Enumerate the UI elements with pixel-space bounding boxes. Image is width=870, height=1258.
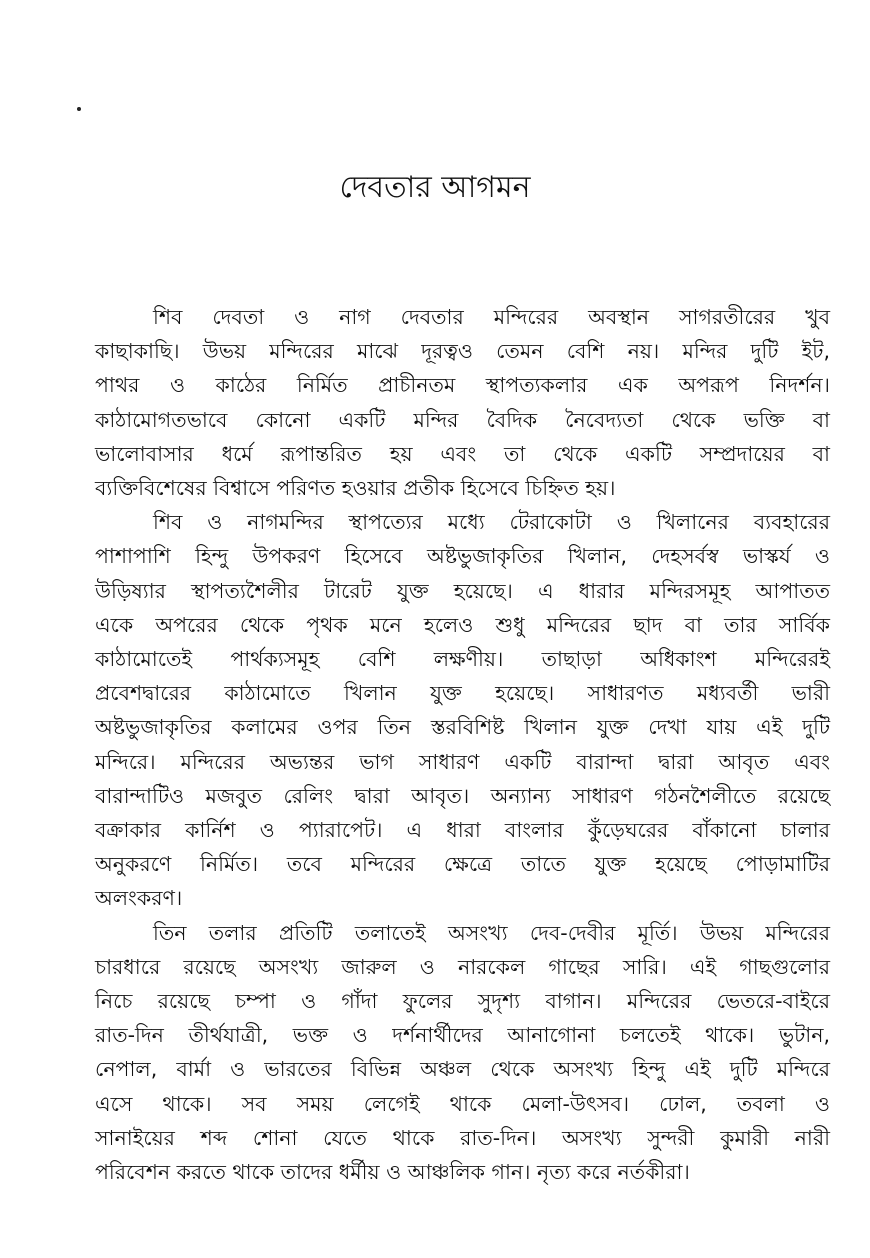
page-title: দেবতার আগমন	[339, 170, 531, 205]
text-line: ভালোবাসার ধর্মে রূপান্তরিত হয় এবং তা থেকে একটি সম্প্রদায়ের বা	[95, 441, 830, 466]
text-line: শিব দেবতা ও নাগ দেবতার মন্দিরের অবস্থান সাগরতীরের খুব	[153, 305, 830, 329]
paragraph	[95, 300, 830, 505]
text-line: কাঠামোগতভাবে কোনো একটি মন্দির বৈদিক নৈবেদ্যতা থেকে ভক্তি বা	[95, 407, 830, 432]
text-line: বক্রাকার কার্নিশ ও প্যারাপেট। এ ধারা বাংলার কুঁড়েঘরের বাঁকানো চালার	[95, 818, 830, 843]
text-line: তিন তলার প্রতিটি তলাতেই অসংখ্য দেব-দেবীর মূর্তি। উভয় মন্দিরের	[153, 920, 830, 945]
text-line: চারধারে রয়েছে অসংখ্য জারুল ও নারকেল গাছের সারি। এই গাছগুলোর	[95, 954, 830, 979]
text-line: পাথর ও কাঠের নির্মিত প্রাচীনতম স্থাপত্যকলার এক অপরূপ নিদর্শন।	[95, 373, 830, 398]
text-line: ব্যক্তিবিশেষের বিশ্বাসে পরিণত হওয়ার প্রতীক হিসেবে চিহ্নিত হয়।	[95, 476, 616, 501]
text-line: একে অপরের থেকে পৃথক মনে হলেও শুধু মন্দিরের ছাদ বা তার সার্বিক	[95, 612, 830, 637]
text-line: বারান্দাটিও মজবুত রেলিং দ্বারা আবৃত। অন্যান্য সাধারণ গঠনশৈলীতে রয়েছে	[95, 783, 830, 808]
text-line: পাশাপাশি হিন্দু উপকরণ হিসেবে অষ্টভুজাকৃতির খিলান, দেহসর্বস্ব ভাস্কর্য ও	[95, 544, 830, 569]
scan-speck	[77, 107, 81, 111]
text-line: এসে থাকে। সব সময় লেগেই থাকে মেলা-উৎসব। ঢোল, তবলা ও	[95, 1091, 830, 1116]
text-line: নেপাল, বার্মা ও ভারতের বিভিন্ন অঞ্চল থেকে অসংখ্য হিন্দু এই দুটি মন্দিরে	[95, 1057, 830, 1082]
text-line: কাঠামোতেই পার্থক্যসমূহ বেশি লক্ষণীয়। তাছাড়া অধিকাংশ মন্দিরেরই	[95, 647, 830, 672]
text-line: অলংকরণ।	[95, 886, 183, 911]
text-line: নিচে রয়েছে চম্পা ও গাঁদা ফুলের সুদৃশ্য বাগান। মন্দিরের ভেতরে-বাইরে	[95, 989, 830, 1014]
text-line: পরিবেশন করতে থাকে তাদের ধর্মীয় ও আঞ্চলিক গান। নৃত্য করে নর্তকীরা।	[95, 1160, 690, 1185]
paragraph	[95, 505, 830, 915]
text-line: সানাইয়ের শব্দ শোনা যেতে থাকে রাত-দিন। অসংখ্য সুন্দরী কুমারী নারী	[95, 1125, 830, 1150]
text-line: রাত-দিন তীর্থযাত্রী, ভক্ত ও দর্শনার্থীদের আনাগোনা চলতেই থাকে। ভুটান,	[95, 1023, 830, 1048]
text-line: মন্দিরে। মন্দিরের অভ্যন্তর ভাগ সাধারণ একটি বারান্দা দ্বারা আবৃত এবং	[95, 749, 830, 774]
text-line: শিব ও নাগমন্দির স্থাপত্যের মধ্যে টেরাকোটা ও খিলানের ব্যবহারের	[153, 510, 830, 535]
text-line: অনুকরণে নির্মিত। তবে মন্দিরের ক্ষেত্রে তাতে যুক্ত হয়েছে পোড়ামাটির	[95, 852, 830, 877]
paragraph	[95, 916, 830, 1190]
body-text	[95, 300, 830, 1189]
text-line: উড়িষ্যার স্থাপত্যশৈলীর টারেট যুক্ত হয়েছে। এ ধারার মন্দিরসমূহ আপাতত	[95, 578, 830, 603]
text-line: কাছাকাছি। উভয় মন্দিরের মাঝে দূরত্বও তেমন বেশি নয়। মন্দির দুটি ইট,	[95, 339, 830, 364]
text-line: অষ্টভুজাকৃতির কলামের ওপর তিন স্তরবিশিষ্ট খিলান যুক্ত দেখা যায় এই দুটি	[95, 715, 830, 740]
text-line: প্রবেশদ্বারের কাঠামোতে খিলান যুক্ত হয়েছে। সাধারণত মধ্যবর্তী ভারী	[95, 681, 830, 706]
